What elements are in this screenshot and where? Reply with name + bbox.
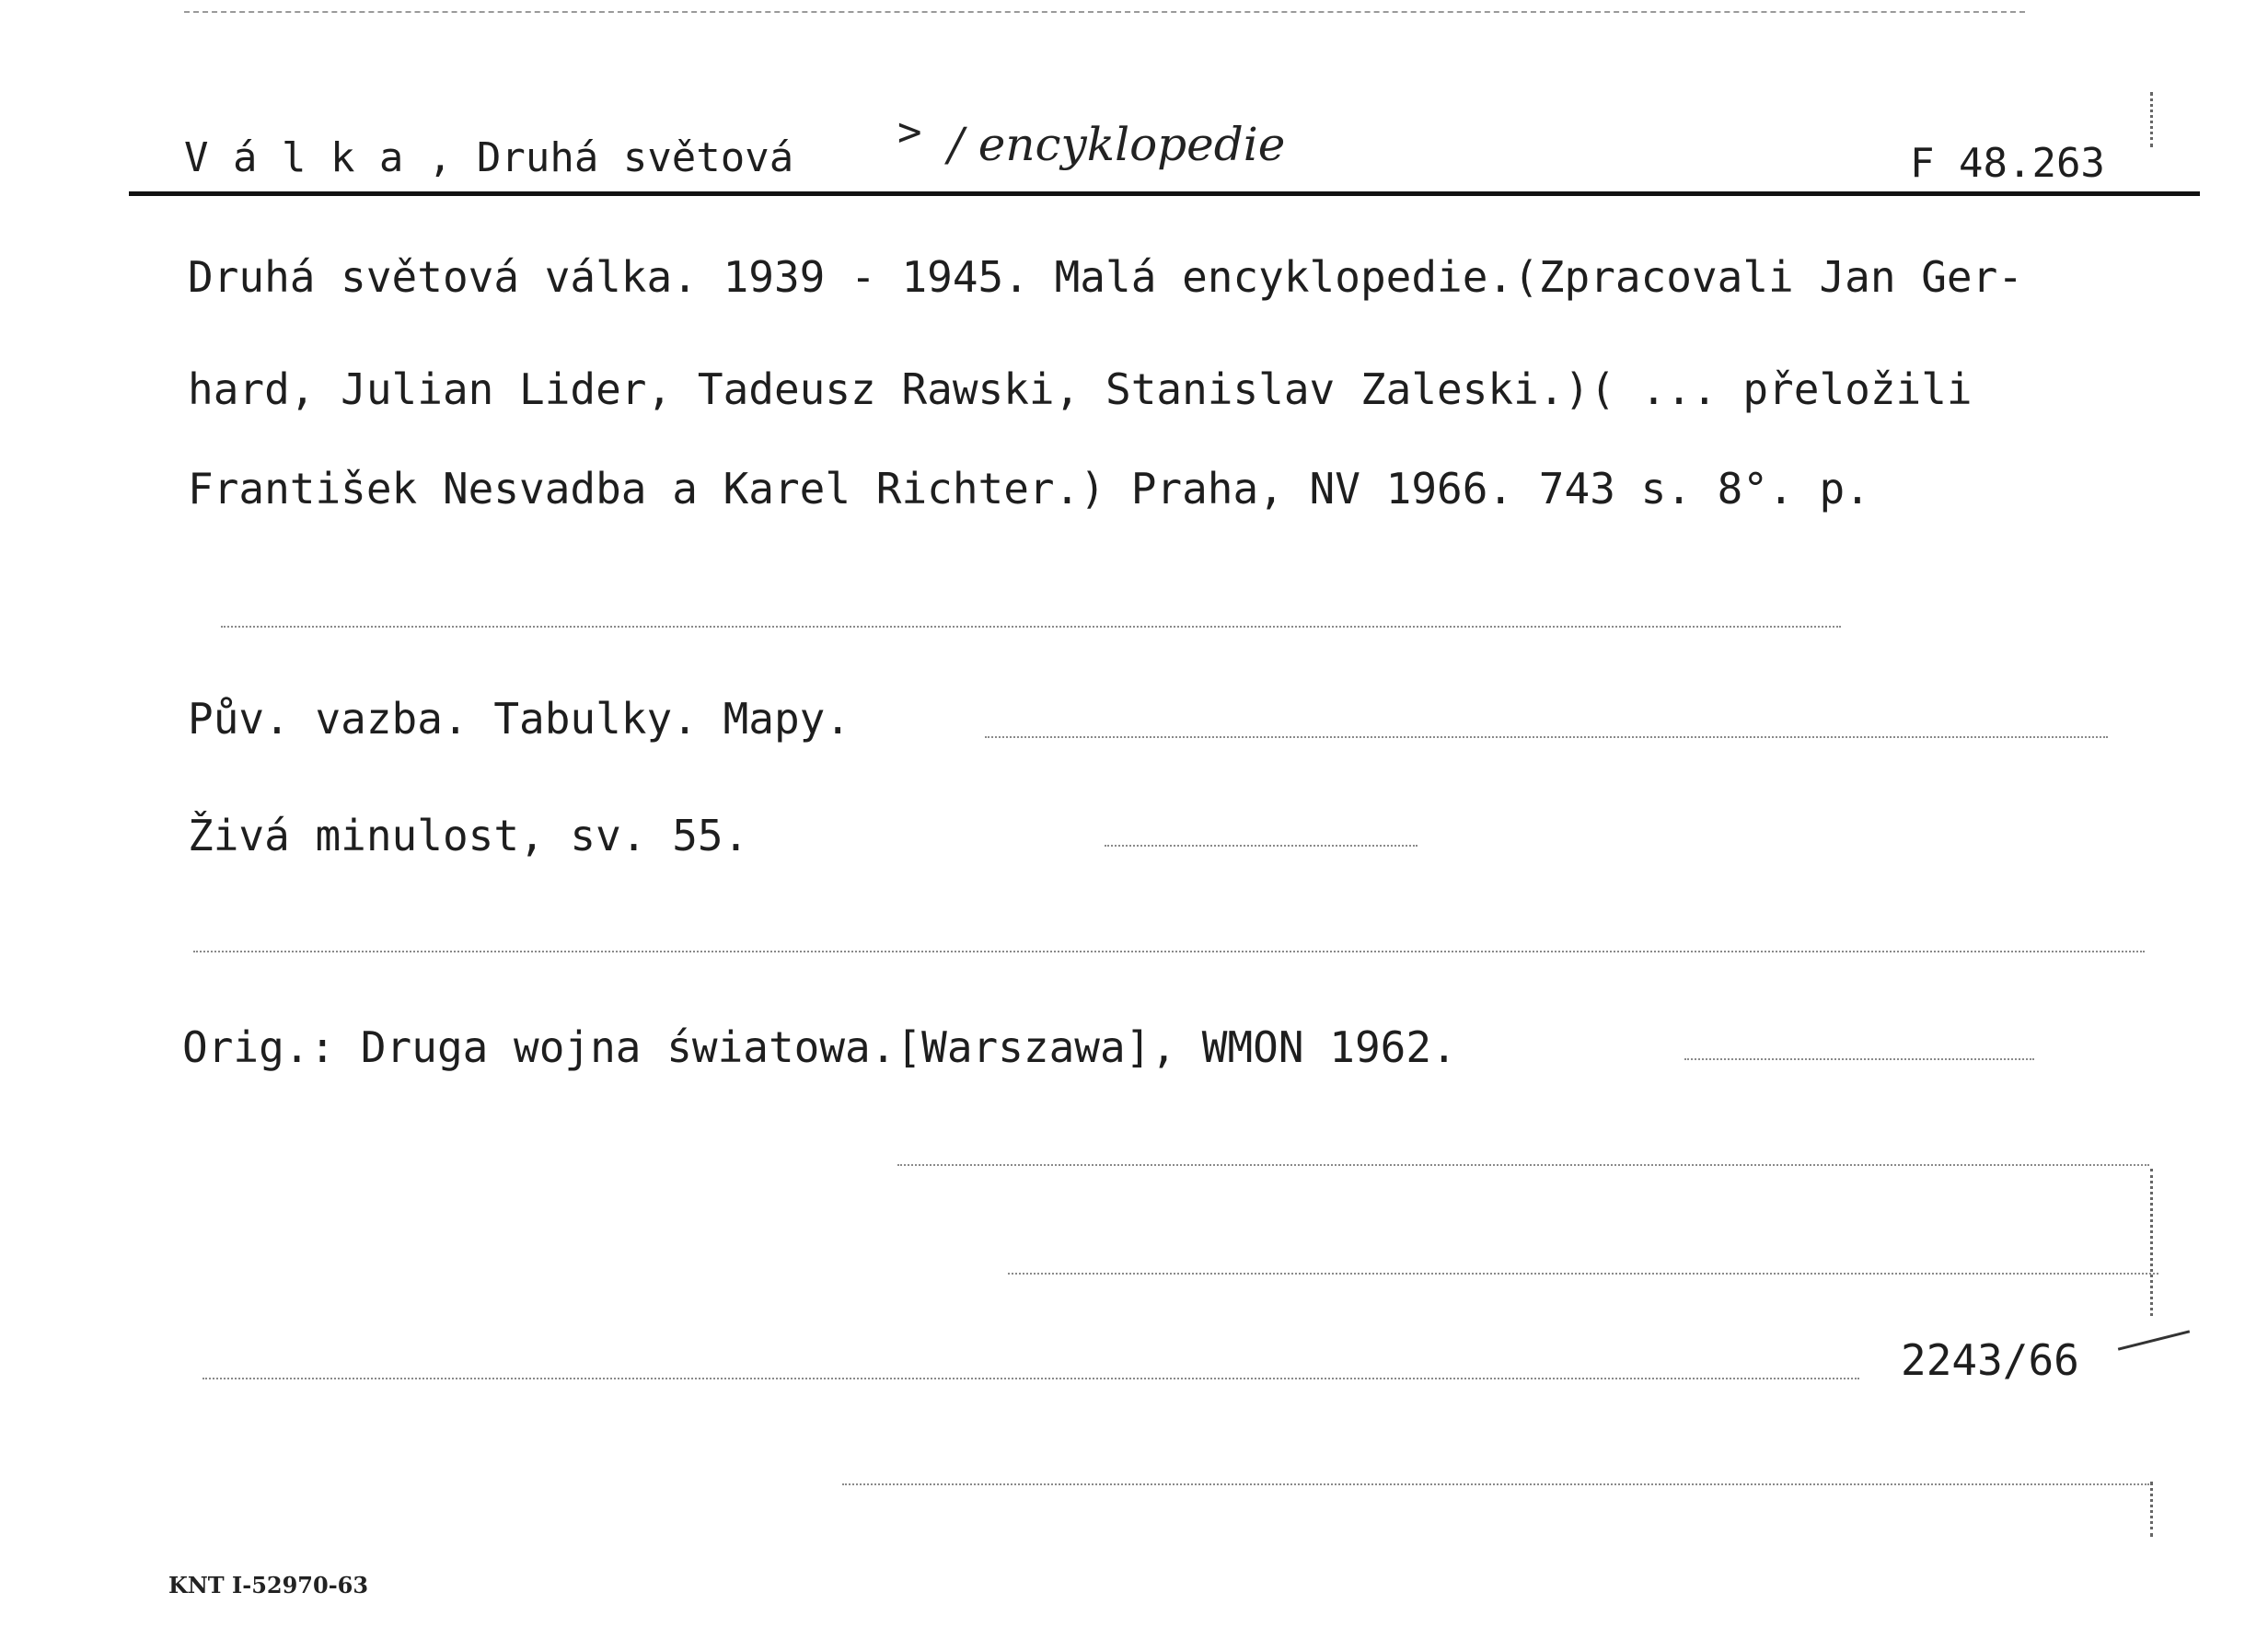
blank-line-1 xyxy=(221,626,1841,628)
edge-marks-mid xyxy=(2150,1169,2153,1316)
imprint-line: František Nesvadba a Karel Richter.) Praha, NV 1966. 743 s. 8°. p. xyxy=(188,464,1870,513)
original-title: Orig.: Druga wojna światowa.[Warszawa], WMON 1962. xyxy=(182,1022,1457,1072)
shelfmark: F 48.263 xyxy=(1910,140,2105,187)
title-line-1: Druhá světová válka. 1939 - 1945. Malá encyklopedie.(Zpracovali Jan Ger- xyxy=(188,252,2023,302)
heading-bracket: > xyxy=(897,109,922,156)
series-statement: Živá minulost, sv. 55. xyxy=(188,811,749,860)
accession-number: 2243/66 xyxy=(1901,1335,2079,1385)
physical-description: Pův. vazba. Tabulky. Mapy. xyxy=(188,694,851,744)
blank-line-6 xyxy=(842,1483,2149,1485)
top-dash-line xyxy=(184,11,2025,13)
edge-marks-top xyxy=(2150,92,2153,147)
printer-code: KNT I-52970-63 xyxy=(168,1572,369,1598)
title-line-2: hard, Julian Lider, Tadeusz Rawski, Stanislav Zaleski.)( ... přeložili xyxy=(188,364,1973,414)
filler-dots-3 xyxy=(1684,1058,2034,1060)
edge-marks-bottom xyxy=(2150,1482,2153,1537)
filler-dots-1 xyxy=(985,736,2108,738)
heading-text: V á l k a , Druhá světová xyxy=(184,134,794,181)
blank-line-5 xyxy=(202,1378,1859,1379)
blank-line-4 xyxy=(1008,1273,2158,1275)
heading-rule xyxy=(129,191,2200,196)
filler-dots-2 xyxy=(1105,845,1418,847)
blank-line-2 xyxy=(193,951,2145,952)
blank-line-3 xyxy=(897,1164,2149,1166)
handwritten-annotation: / encyklopedie xyxy=(948,118,1286,171)
accession-slash xyxy=(2118,1330,2190,1350)
